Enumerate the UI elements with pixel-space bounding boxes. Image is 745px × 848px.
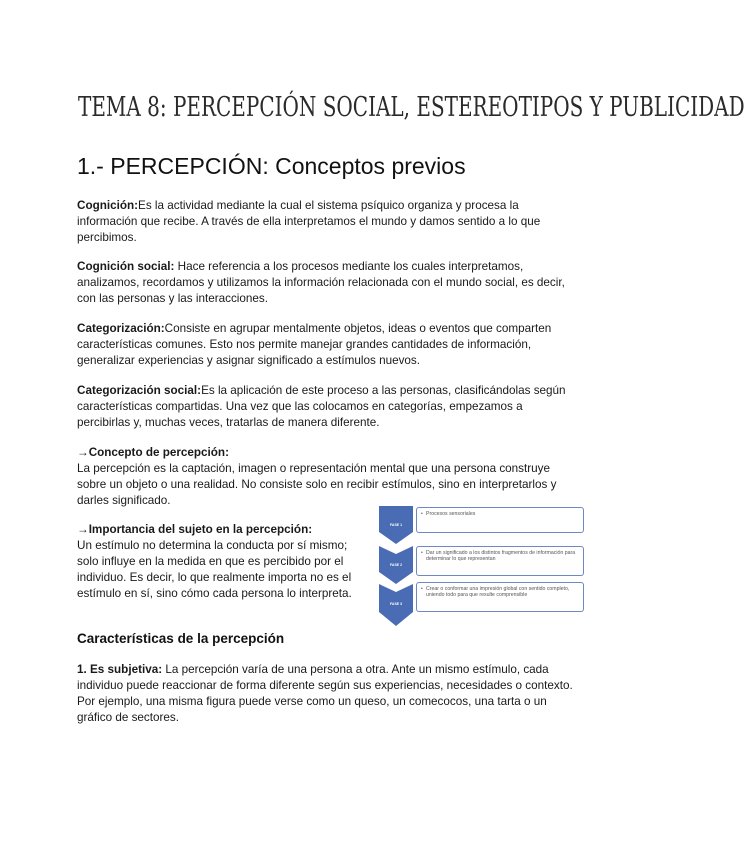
- characteristic-term: 1. Es subjetiva:: [77, 663, 163, 676]
- definition-term: Cognición:: [77, 199, 139, 212]
- definition-cognicion-social: [77, 259, 577, 307]
- definition-term: Categorización:: [77, 322, 165, 335]
- definition-term: Categorización social:: [77, 384, 202, 397]
- definition-categorizacion: [77, 321, 577, 369]
- importance-block: [77, 522, 357, 602]
- concept-heading: →Concepto de percepción:: [77, 446, 229, 459]
- diagram-step-label: FASE 3: [389, 602, 403, 606]
- definition-text: Es la actividad mediante la cual el sistema psíquico organiza y procesa la información que recibe. A través de ella interpretamos el mundo y damos sentido a lo que percibimos.: [77, 199, 541, 244]
- definition-cognicion: [77, 198, 577, 246]
- diagram-step-text: Dar un significado a los distintos fragmentos de información para determinar lo que representan: [426, 550, 576, 563]
- importance-text: Un estímulo no determina la conducta por sí mismo; solo influye en la medida en que es percibido por el individuo. Es decir, lo que realmente importa no es el estímulo en sí, sino cómo cada persona lo interpreta.: [77, 539, 352, 600]
- bullet-icon: •: [421, 511, 423, 517]
- document-title: TEMA 8: PERCEPCIÓN SOCIAL, ESTEREOTIPOS Y PUBLICIDAD: [78, 92, 745, 123]
- diagram-step-box: [416, 507, 584, 533]
- diagram-step-box: [416, 546, 584, 576]
- diagram-step-label: FASE 2: [389, 563, 403, 567]
- bullet-icon: •: [421, 586, 423, 592]
- perception-process-diagram: [379, 506, 585, 626]
- diagram-step-text: Crear o conformar una impresión global con sentido completo, uniendo todo para que resulte comprensible: [426, 586, 570, 599]
- diagram-step-label: FASE 1: [389, 523, 403, 527]
- definition-text: Consiste en agrupar mentalmente objetos, ideas o eventos que comparten características comunes. Esto nos permite manejar grandes cantidades de información, generalizar experiencias y asignar significado a estímulos nuevos.: [77, 322, 552, 367]
- importance-heading: →Importancia del sujeto en la percepción:: [77, 523, 313, 536]
- definition-text: Hace referencia a los procesos mediante los cuales interpretamos, analizamos, recordamos y utilizamos la información relacionada con el mundo social, es decir, con las personas y las interacciones.: [77, 260, 565, 305]
- concept-block: [77, 445, 577, 509]
- bullet-icon: •: [421, 550, 423, 556]
- definition-term: Cognición social:: [77, 260, 175, 273]
- diagram-step-text: Procesos sensoriales: [426, 511, 476, 517]
- characteristic-text: La percepción varía de una persona a otra. Ante un mismo estímulo, cada individuo puede reaccionar de forma diferente según sus experiencias, necesidades o contexto. Por ejemplo, una misma figura puede verse como un queso, un comecocos, una tarta o un gráfico de sectores.: [77, 663, 573, 724]
- section-heading: 1.- PERCEPCIÓN: Conceptos previos: [77, 153, 466, 179]
- characteristics-heading: Características de la percepción: [77, 631, 285, 646]
- diagram-step-box: [416, 582, 584, 612]
- definition-text: Es la aplicación de este proceso a las personas, clasificándolas según características compartidas. Una vez que las colocamos en categorías, empezamos a percibirlas y, muchas veces, tratarlas de manera diferente.: [77, 384, 566, 429]
- concept-text: La percepción es la captación, imagen o representación mental que una persona construye sobre un objeto o una realidad. No consiste solo en recibir estímulos, sino en interpretarlos y darles significado.: [77, 462, 557, 507]
- characteristic-item-1: [77, 662, 582, 726]
- definition-categorizacion-social: [77, 383, 577, 431]
